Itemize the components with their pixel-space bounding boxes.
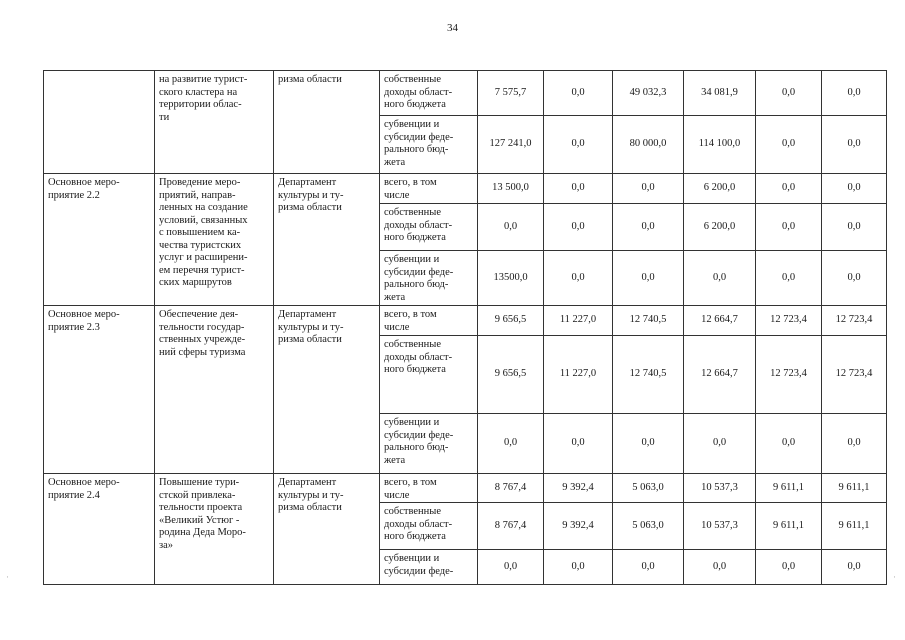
amount-cell: 0,0 — [822, 174, 887, 204]
amount-cell: 0,0 — [822, 251, 887, 306]
funding-source-cell: собственные доходы област- ного бюджета — [380, 204, 478, 251]
amount-cell: 0,0 — [544, 414, 613, 474]
amount-cell: 0,0 — [822, 414, 887, 474]
amount-cell: 9 392,4 — [544, 474, 613, 503]
funding-source-cell: субвенции и субсидии феде- рального бюд- жета — [380, 414, 478, 474]
amount-cell: 9 611,1 — [756, 474, 822, 503]
amount-cell: 0,0 — [822, 550, 887, 585]
amount-cell: 13 500,0 — [478, 174, 544, 204]
amount-cell: 0,0 — [544, 550, 613, 585]
amount-cell: 12 723,4 — [822, 336, 887, 414]
amount-cell: 127 241,0 — [478, 116, 544, 174]
amount-cell: 9 611,1 — [822, 474, 887, 503]
amount-cell: 0,0 — [822, 71, 887, 116]
amount-cell: 12 723,4 — [756, 336, 822, 414]
funding-source-cell: собственные доходы област- ного бюджета — [380, 503, 478, 550]
activity-cell: Основное меро- приятие 2.2 — [44, 174, 155, 306]
activity-cell: Основное меро- приятие 2.4 — [44, 474, 155, 585]
amount-cell: 0,0 — [544, 204, 613, 251]
amount-cell: 12 723,4 — [822, 306, 887, 336]
amount-cell: 0,0 — [822, 204, 887, 251]
amount-cell: 0,0 — [478, 204, 544, 251]
amount-cell: 9 611,1 — [822, 503, 887, 550]
funding-source-cell: субвенции и субсидии феде- рального бюд- жета — [380, 116, 478, 174]
amount-cell: 0,0 — [544, 174, 613, 204]
amount-cell: 0,0 — [756, 414, 822, 474]
amount-cell: 0,0 — [684, 251, 756, 306]
amount-cell: 0,0 — [613, 414, 684, 474]
amount-cell: 9 611,1 — [756, 503, 822, 550]
amount-cell: 5 063,0 — [613, 474, 684, 503]
amount-cell: 13500,0 — [478, 251, 544, 306]
amount-cell: 11 227,0 — [544, 306, 613, 336]
amount-cell: 0,0 — [756, 71, 822, 116]
amount-cell: 80 000,0 — [613, 116, 684, 174]
amount-cell: 12 740,5 — [613, 336, 684, 414]
amount-cell: 0,0 — [756, 174, 822, 204]
amount-cell: 0,0 — [613, 174, 684, 204]
amount-cell: 7 575,7 — [478, 71, 544, 116]
executor-cell: Департамент культуры и ту- ризма области — [274, 306, 380, 474]
funding-source-cell: всего, в том числе — [380, 306, 478, 336]
scan-mark-left: · — [6, 572, 9, 582]
amount-cell: 34 081,9 — [684, 71, 756, 116]
amount-cell: 0,0 — [756, 204, 822, 251]
amount-cell: 6 200,0 — [684, 204, 756, 251]
funding-source-cell: субвенции и субсидии феде- рального бюд- жета — [380, 251, 478, 306]
funding-source-cell: собственные доходы област- ного бюджета — [380, 71, 478, 116]
amount-cell: 0,0 — [478, 414, 544, 474]
executor-cell: ризма области — [274, 71, 380, 174]
activity-cell — [44, 71, 155, 174]
executor-cell: Департамент культуры и ту- ризма области — [274, 174, 380, 306]
amount-cell: 6 200,0 — [684, 174, 756, 204]
activity-cell: Основное меро- приятие 2.3 — [44, 306, 155, 474]
amount-cell: 12 723,4 — [756, 306, 822, 336]
amount-cell: 9 392,4 — [544, 503, 613, 550]
amount-cell: 0,0 — [822, 116, 887, 174]
amount-cell: 0,0 — [544, 71, 613, 116]
scan-mark-right: · — [893, 572, 896, 582]
amount-cell: 8 767,4 — [478, 503, 544, 550]
description-cell: Проведение меро- приятий, направ- ленных на создание условий, связанных с повышением ка- чества туристских услуг и расширени- ем перечня турист- ских маршрутов — [155, 174, 274, 306]
amount-cell: 10 537,3 — [684, 474, 756, 503]
description-cell: на развитие турист- ского кластера на территории облас- ти — [155, 71, 274, 174]
amount-cell: 0,0 — [544, 251, 613, 306]
amount-cell: 0,0 — [478, 550, 544, 585]
amount-cell: 0,0 — [613, 251, 684, 306]
amount-cell: 12 664,7 — [684, 306, 756, 336]
budget-table — [43, 70, 887, 585]
funding-source-cell: собственные доходы област- ного бюджета — [380, 336, 478, 414]
page-number: 34 — [447, 22, 458, 34]
amount-cell: 5 063,0 — [613, 503, 684, 550]
table-row — [44, 474, 887, 503]
amount-cell: 12 740,5 — [613, 306, 684, 336]
executor-cell: Департамент культуры и ту- ризма области — [274, 474, 380, 585]
amount-cell: 9 656,5 — [478, 306, 544, 336]
amount-cell: 0,0 — [613, 550, 684, 585]
table-row — [44, 71, 887, 116]
description-cell: Повышение тури- стской привлека- тельности проекта «Великий Устюг - родина Деда Моро- за» — [155, 474, 274, 585]
amount-cell: 8 767,4 — [478, 474, 544, 503]
table-row — [44, 306, 887, 336]
amount-cell: 11 227,0 — [544, 336, 613, 414]
funding-source-cell: субвенции и субсидии феде- — [380, 550, 478, 585]
amount-cell: 0,0 — [756, 251, 822, 306]
amount-cell: 49 032,3 — [613, 71, 684, 116]
amount-cell: 0,0 — [684, 550, 756, 585]
amount-cell: 0,0 — [756, 550, 822, 585]
amount-cell: 0,0 — [756, 116, 822, 174]
funding-source-cell: всего, в том числе — [380, 174, 478, 204]
table-row — [44, 174, 887, 204]
amount-cell: 114 100,0 — [684, 116, 756, 174]
amount-cell: 9 656,5 — [478, 336, 544, 414]
amount-cell: 0,0 — [544, 116, 613, 174]
amount-cell: 12 664,7 — [684, 336, 756, 414]
funding-source-cell: всего, в том числе — [380, 474, 478, 503]
description-cell: Обеспечение дея- тельности государ- ственных учрежде- ний сферы туризма — [155, 306, 274, 474]
amount-cell: 0,0 — [613, 204, 684, 251]
amount-cell: 10 537,3 — [684, 503, 756, 550]
amount-cell: 0,0 — [684, 414, 756, 474]
